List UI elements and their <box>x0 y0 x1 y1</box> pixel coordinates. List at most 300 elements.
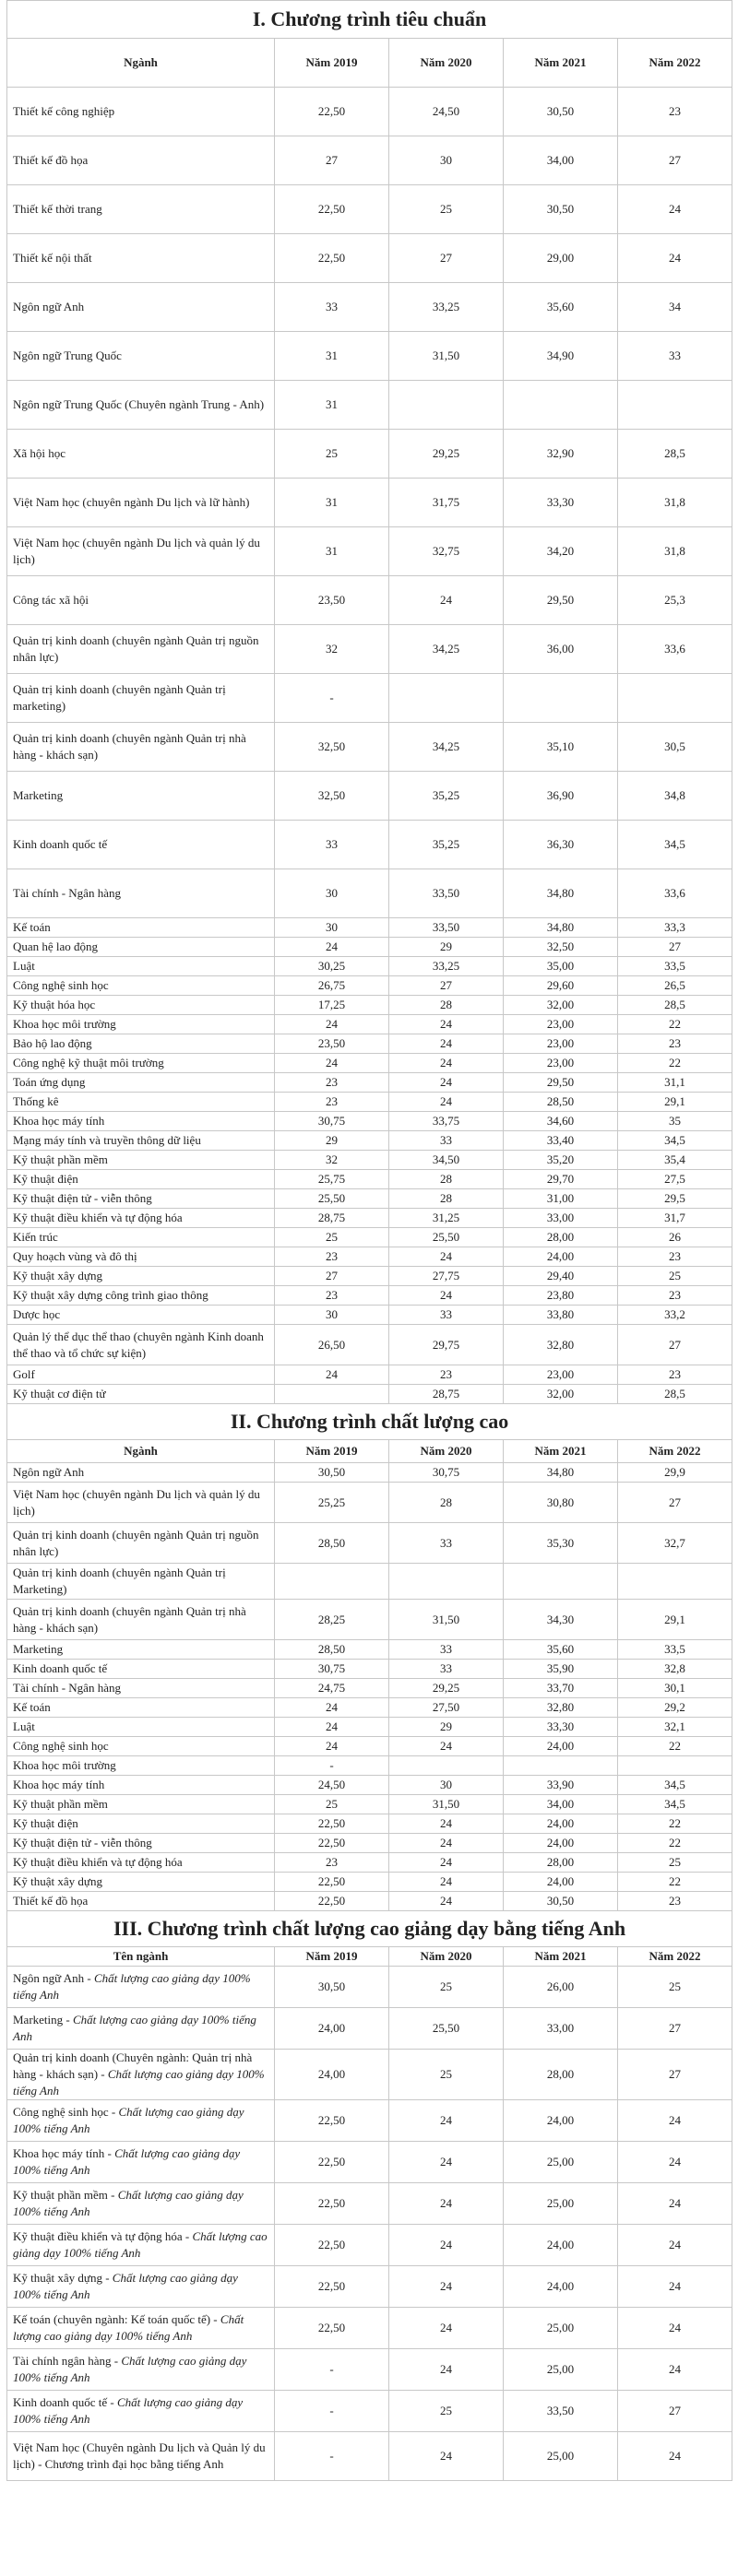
score-cell: 24,00 <box>504 1834 618 1853</box>
score-cell: 29,2 <box>618 1698 732 1718</box>
score-cell: 23,00 <box>504 1034 618 1054</box>
score-cell: 22 <box>618 1737 732 1756</box>
score-cell: 22,50 <box>275 2183 389 2225</box>
score-cell: 33,50 <box>389 869 504 918</box>
score-cell: 27 <box>389 976 504 996</box>
score-cell: 31,00 <box>504 1189 618 1209</box>
score-cell: 25,00 <box>504 2432 618 2481</box>
score-cell: 29,70 <box>504 1170 618 1189</box>
score-cell: 25 <box>389 1967 504 2008</box>
score-cell <box>389 381 504 430</box>
score-cell: 23 <box>618 1286 732 1306</box>
table-row <box>7 1564 732 1600</box>
score-cell <box>275 1385 389 1404</box>
score-cell: 23 <box>618 1247 732 1267</box>
score-cell: 28,5 <box>618 430 732 479</box>
score-cell: 29,25 <box>389 1679 504 1698</box>
table-row <box>7 723 732 772</box>
score-cell: - <box>275 2349 389 2391</box>
score-cell: 25 <box>618 1267 732 1286</box>
score-cell: 26,75 <box>275 976 389 996</box>
score-cell: 22,50 <box>275 185 389 234</box>
score-cell: 24 <box>389 2183 504 2225</box>
score-cell: 29,00 <box>504 234 618 283</box>
program-type-note: Chất lượng cao giảng dạy 100% tiếng Anh <box>13 2395 244 2426</box>
score-cell: 34,50 <box>389 1151 504 1170</box>
major-name <box>7 2183 275 2225</box>
major-name <box>7 1463 275 1483</box>
score-cell: 23,50 <box>275 1034 389 1054</box>
score-cell: 32,90 <box>504 430 618 479</box>
score-cell: 26 <box>618 1228 732 1247</box>
score-cell: 28,25 <box>275 1600 389 1640</box>
score-cell: 29,60 <box>504 976 618 996</box>
score-cell: 33,90 <box>504 1776 618 1795</box>
score-cell: 28 <box>389 996 504 1015</box>
major-name-text: Ngôn ngữ Anh <box>13 1465 85 1479</box>
score-cell: 28,75 <box>389 1385 504 1404</box>
major-name <box>7 1170 275 1189</box>
major-name <box>7 1228 275 1247</box>
major-name-text: Tài chính - Ngân hàng <box>13 886 121 900</box>
score-cell: 24 <box>389 2349 504 2391</box>
major-name <box>7 976 275 996</box>
major-name-text: Kinh doanh quốc tế - <box>13 2395 118 2409</box>
header-year: Năm 2020 <box>389 39 504 88</box>
section-title: III. Chương trình chất lượng cao giảng dạy bằng tiếng Anh <box>7 1911 732 1947</box>
header-major: Ngành <box>7 39 275 88</box>
score-cell: 32,8 <box>618 1660 732 1679</box>
score-cell: 34,25 <box>389 723 504 772</box>
score-cell: 29,40 <box>504 1267 618 1286</box>
score-cell: 24 <box>389 1247 504 1267</box>
major-name <box>7 1834 275 1853</box>
major-name-text: Quản lý thể dục thể thao (chuyên ngành Kinh doanh thể thao và tổ chức sự kiện) <box>13 1329 264 1360</box>
score-cell: 29,50 <box>504 576 618 625</box>
score-cell: 30,25 <box>275 957 389 976</box>
score-cell: 23 <box>275 1286 389 1306</box>
score-cell: 31 <box>275 381 389 430</box>
major-name <box>7 2100 275 2142</box>
score-cell: 35,10 <box>504 723 618 772</box>
table-row <box>7 1385 732 1404</box>
table-row <box>7 1834 732 1853</box>
major-name <box>7 1853 275 1873</box>
major-name <box>7 527 275 576</box>
program-type-note: Chất lượng cao giảng dạy 100% tiếng Anh <box>13 2067 265 2097</box>
score-cell: 27 <box>618 2050 732 2100</box>
major-name <box>7 674 275 723</box>
score-cell: 24,00 <box>504 2266 618 2308</box>
table-row <box>7 430 732 479</box>
program-type-note: Chất lượng cao giảng dạy 100% tiếng Anh <box>13 2354 247 2384</box>
table-row <box>7 2008 732 2050</box>
table-row <box>7 1523 732 1564</box>
score-cell: 24,50 <box>389 88 504 136</box>
header-year: Năm 2021 <box>504 1947 618 1967</box>
major-name-text: Quản trị kinh doanh (chuyên ngành Quản trị nguồn nhân lực) <box>13 633 259 664</box>
score-cell: 34,5 <box>618 1131 732 1151</box>
major-name-text: Quản trị kinh doanh (chuyên ngành Quản trị nhà hàng - khách sạn) <box>13 731 246 762</box>
admission-score-document <box>6 0 732 2481</box>
score-cell: 24 <box>275 1365 389 1385</box>
major-name-text: Kỹ thuật điện <box>13 1816 78 1830</box>
score-cell: 24 <box>275 1737 389 1756</box>
score-cell: 35,20 <box>504 1151 618 1170</box>
score-cell: - <box>275 674 389 723</box>
score-cell: 28 <box>389 1170 504 1189</box>
table-row <box>7 1015 732 1034</box>
score-cell: 29,50 <box>504 1073 618 1093</box>
score-cell <box>618 381 732 430</box>
major-name <box>7 1151 275 1170</box>
score-cell: 35,60 <box>504 283 618 332</box>
major-name <box>7 1073 275 1093</box>
score-cell: 25,25 <box>275 1483 389 1523</box>
score-cell: 26,00 <box>504 1967 618 2008</box>
major-name-text: Thiết kế công nghiệp <box>13 104 115 118</box>
major-name-text: Xã hội học <box>13 446 66 460</box>
section-title: I. Chương trình tiêu chuẩn <box>7 1 732 39</box>
score-cell: 25 <box>275 1795 389 1814</box>
score-cell: 32,50 <box>275 723 389 772</box>
score-cell: 34,5 <box>618 1795 732 1814</box>
section-title-row <box>7 1404 732 1440</box>
major-name <box>7 1698 275 1718</box>
table-row <box>7 1325 732 1365</box>
major-name-text: Tài chính - Ngân hàng <box>13 1681 121 1695</box>
major-name-text: Ngôn ngữ Trung Quốc <box>13 349 122 362</box>
major-name <box>7 1054 275 1073</box>
header-year: Năm 2019 <box>275 1947 389 1967</box>
score-cell: 34,5 <box>618 821 732 869</box>
table-row <box>7 1247 732 1267</box>
major-name <box>7 1679 275 1698</box>
score-cell: 24 <box>389 1073 504 1093</box>
major-name-text: Kỹ thuật cơ điện tử <box>13 1387 106 1400</box>
score-cell: 33,6 <box>618 625 732 674</box>
score-cell: 24 <box>389 2432 504 2481</box>
score-cell: 34,80 <box>504 1463 618 1483</box>
major-name <box>7 2266 275 2308</box>
score-cell: 28,00 <box>504 1228 618 1247</box>
table-row <box>7 527 732 576</box>
score-cell: 23,00 <box>504 1015 618 1034</box>
score-cell: 25,00 <box>504 2308 618 2349</box>
table-row <box>7 2142 732 2183</box>
major-name-text: Thiết kế thời trang <box>13 202 102 216</box>
score-cell: 33 <box>389 1660 504 1679</box>
score-cell: 28,50 <box>504 1093 618 1112</box>
table-row <box>7 2349 732 2391</box>
score-cell: 30,1 <box>618 1679 732 1698</box>
major-name <box>7 479 275 527</box>
score-cell: 33,30 <box>504 479 618 527</box>
score-cell: 29,1 <box>618 1600 732 1640</box>
score-cell <box>504 1564 618 1600</box>
score-cell: 27 <box>618 2008 732 2050</box>
table-row <box>7 1131 732 1151</box>
major-name <box>7 136 275 185</box>
score-cell: 27 <box>389 234 504 283</box>
score-cell: 27 <box>618 136 732 185</box>
table-header-row <box>7 1440 732 1463</box>
major-name-text: Quản trị kinh doanh (chuyên ngành Quản trị nhà hàng - khách sạn) <box>13 1603 246 1635</box>
score-cell: 22,50 <box>275 2308 389 2349</box>
major-name <box>7 1776 275 1795</box>
score-cell: 32 <box>275 625 389 674</box>
score-cell: 30,5 <box>618 723 732 772</box>
score-cell: 22,50 <box>275 88 389 136</box>
score-cell: 22 <box>618 1054 732 1073</box>
score-cell: 24 <box>389 1873 504 1892</box>
score-cell: 25,3 <box>618 576 732 625</box>
score-cell: 33,30 <box>504 1718 618 1737</box>
score-cell: 31,25 <box>389 1209 504 1228</box>
score-cell: 30 <box>389 1776 504 1795</box>
table-row <box>7 1286 732 1306</box>
major-name <box>7 1892 275 1911</box>
table-row <box>7 938 732 957</box>
major-name-text: Thống kê <box>13 1094 59 1108</box>
program-type-note: Chất lượng cao giảng dạy 100% tiếng Anh <box>13 2271 238 2301</box>
score-cell: 30,50 <box>275 1463 389 1483</box>
header-year: Năm 2020 <box>389 1440 504 1463</box>
table-row <box>7 283 732 332</box>
score-cell: 32,80 <box>504 1325 618 1365</box>
major-name <box>7 2142 275 2183</box>
major-name-text: Bảo hộ lao động <box>13 1036 92 1050</box>
major-name <box>7 918 275 938</box>
score-cell: 25 <box>389 185 504 234</box>
program-type-note: Chất lượng cao giảng dạy 100% tiếng Anh <box>13 2188 244 2218</box>
score-cell: 29 <box>389 938 504 957</box>
major-name <box>7 723 275 772</box>
score-cell: 34,00 <box>504 1795 618 1814</box>
major-name-text: Kỹ thuật phần mềm <box>13 1152 108 1166</box>
score-cell: 34,30 <box>504 1600 618 1640</box>
score-cell: 25 <box>618 1967 732 2008</box>
score-cell <box>389 674 504 723</box>
table-row <box>7 2225 732 2266</box>
major-name <box>7 1967 275 2008</box>
score-cell: 27 <box>275 1267 389 1286</box>
major-name-text: Công nghệ sinh học <box>13 1739 109 1753</box>
table-row <box>7 185 732 234</box>
program-type-note: Chất lượng cao giảng dạy 100% tiếng Anh <box>13 2312 244 2343</box>
major-name-text: Quản trị kinh doanh (chuyên ngành Quản trị Marketing) <box>13 1566 226 1596</box>
table-row <box>7 1718 732 1737</box>
score-cell: 29 <box>389 1718 504 1737</box>
major-name-text: Ngôn ngữ Trung Quốc (Chuyên ngành Trung - Anh) <box>13 397 265 411</box>
major-name-text: Marketing <box>13 788 64 802</box>
score-cell: - <box>275 2432 389 2481</box>
score-cell <box>389 1564 504 1600</box>
score-cell: 25,00 <box>504 2349 618 2391</box>
major-name <box>7 2349 275 2391</box>
score-cell: 31,8 <box>618 479 732 527</box>
header-year: Năm 2022 <box>618 1440 732 1463</box>
table-row <box>7 1365 732 1385</box>
score-cell: 24 <box>389 2142 504 2183</box>
major-name-text: Công tác xã hội <box>13 593 89 607</box>
score-cell: - <box>275 2391 389 2432</box>
major-name-text: Việt Nam học (Chuyên ngành Du lịch và Quản lý du lịch) - Chương trình đại học bằng tiếng Anh <box>13 2440 266 2471</box>
table-row <box>7 1073 732 1093</box>
score-cell: 29,9 <box>618 1463 732 1483</box>
score-cell: 23 <box>389 1365 504 1385</box>
section-title-row <box>7 1 732 39</box>
major-name-text: Thiết kế đồ họa <box>13 153 89 167</box>
score-cell: 24 <box>618 2349 732 2391</box>
score-cell: 33 <box>389 1523 504 1564</box>
score-cell: 29,5 <box>618 1189 732 1209</box>
score-cell: 24 <box>275 938 389 957</box>
major-name-text: Toán ứng dụng <box>13 1075 86 1089</box>
table-row <box>7 625 732 674</box>
major-name-text: Công nghệ kỹ thuật môi trường <box>13 1056 164 1069</box>
score-cell: 30,50 <box>504 185 618 234</box>
score-cell: 28,00 <box>504 1853 618 1873</box>
header-year: Năm 2019 <box>275 1440 389 1463</box>
score-cell: 32,50 <box>504 938 618 957</box>
table-row <box>7 1776 732 1795</box>
major-name <box>7 1564 275 1600</box>
score-cell: 24,00 <box>504 2100 618 2142</box>
table-row <box>7 1698 732 1718</box>
score-cell: 29,25 <box>389 430 504 479</box>
header-year: Năm 2019 <box>275 39 389 88</box>
score-cell: 33,3 <box>618 918 732 938</box>
table-row <box>7 136 732 185</box>
table-row <box>7 1267 732 1286</box>
score-cell: 23 <box>275 1073 389 1093</box>
score-cell: 27 <box>275 136 389 185</box>
major-name <box>7 1189 275 1209</box>
score-cell: 31 <box>275 332 389 381</box>
major-name-text: Khoa học máy tính - <box>13 2146 115 2160</box>
score-cell: 25 <box>618 1853 732 1873</box>
major-name <box>7 1093 275 1112</box>
major-name <box>7 185 275 234</box>
major-name-text: Golf <box>13 1367 35 1381</box>
score-cell: 27 <box>618 1325 732 1365</box>
score-cell: 23,00 <box>504 1365 618 1385</box>
score-cell <box>504 1756 618 1776</box>
score-cell: 33,5 <box>618 957 732 976</box>
table-row <box>7 821 732 869</box>
table-row <box>7 1814 732 1834</box>
table-row <box>7 1228 732 1247</box>
major-name <box>7 381 275 430</box>
major-name <box>7 1247 275 1267</box>
major-name-text: Khoa học máy tính <box>13 1114 105 1128</box>
major-name <box>7 1385 275 1404</box>
table-row <box>7 2391 732 2432</box>
score-cell <box>389 1756 504 1776</box>
score-cell: 22,50 <box>275 1814 389 1834</box>
major-name-text: Kế toán <box>13 1700 51 1714</box>
score-cell: 26,5 <box>618 976 732 996</box>
score-cell: 33 <box>275 283 389 332</box>
score-cell: 25 <box>275 430 389 479</box>
table-row <box>7 576 732 625</box>
table-row <box>7 1640 732 1660</box>
score-cell: 35,00 <box>504 957 618 976</box>
major-name <box>7 996 275 1015</box>
score-cell: 24 <box>389 1286 504 1306</box>
major-name-text: Kỹ thuật xây dựng <box>13 1269 102 1282</box>
score-cell: 26,50 <box>275 1325 389 1365</box>
table-row <box>7 479 732 527</box>
major-name <box>7 869 275 918</box>
header-year: Năm 2021 <box>504 1440 618 1463</box>
major-name-text: Kỹ thuật điện tử - viễn thông <box>13 1836 152 1849</box>
score-cell: 33,50 <box>389 918 504 938</box>
major-name <box>7 1483 275 1523</box>
score-cell: 23 <box>275 1247 389 1267</box>
table-row <box>7 2432 732 2481</box>
table-row <box>7 2050 732 2100</box>
score-cell: 24 <box>389 1034 504 1054</box>
score-cell: 25 <box>275 1228 389 1247</box>
score-cell: 34,20 <box>504 527 618 576</box>
score-cell: 33,25 <box>389 283 504 332</box>
major-name <box>7 1756 275 1776</box>
score-cell <box>618 1564 732 1600</box>
table-row <box>7 2308 732 2349</box>
major-name-text: Việt Nam học (chuyên ngành Du lịch và quản lý du lịch) <box>13 1486 260 1518</box>
table-row <box>7 674 732 723</box>
score-cell: 24 <box>389 576 504 625</box>
score-cell: 23 <box>618 1034 732 1054</box>
score-cell: 28,50 <box>275 1640 389 1660</box>
score-cell: 30,75 <box>389 1463 504 1483</box>
table-row <box>7 332 732 381</box>
score-cell: 33,50 <box>504 2391 618 2432</box>
score-cell: 27 <box>618 938 732 957</box>
score-cell: 22,50 <box>275 1892 389 1911</box>
score-cell: 24 <box>275 1718 389 1737</box>
score-cell: 32,7 <box>618 1523 732 1564</box>
score-cell: 25,75 <box>275 1170 389 1189</box>
score-cell: 30 <box>275 918 389 938</box>
major-name <box>7 1640 275 1660</box>
score-cell: 24 <box>275 1054 389 1073</box>
score-cell: 32,80 <box>504 1698 618 1718</box>
score-cell: 34,80 <box>504 869 618 918</box>
score-cell: 31,75 <box>389 479 504 527</box>
score-cell: 34,00 <box>504 136 618 185</box>
score-cell: 24 <box>389 1054 504 1073</box>
score-cell: 30,75 <box>275 1660 389 1679</box>
score-cell <box>504 674 618 723</box>
table-row <box>7 918 732 938</box>
score-cell: 33,2 <box>618 1306 732 1325</box>
score-cell: 22 <box>618 1834 732 1853</box>
major-name-text: Kỹ thuật xây dựng công trình giao thông <box>13 1288 208 1302</box>
score-cell: 23,00 <box>504 1054 618 1073</box>
score-cell: 35,25 <box>389 821 504 869</box>
major-name-text: Kỹ thuật hóa học <box>13 998 96 1011</box>
score-cell: 33 <box>389 1640 504 1660</box>
major-name <box>7 1209 275 1228</box>
score-cell: 33,00 <box>504 2008 618 2050</box>
score-cell: 30,75 <box>275 1112 389 1131</box>
score-cell: 29 <box>275 1131 389 1151</box>
major-name <box>7 2432 275 2481</box>
score-cell: 33 <box>389 1306 504 1325</box>
